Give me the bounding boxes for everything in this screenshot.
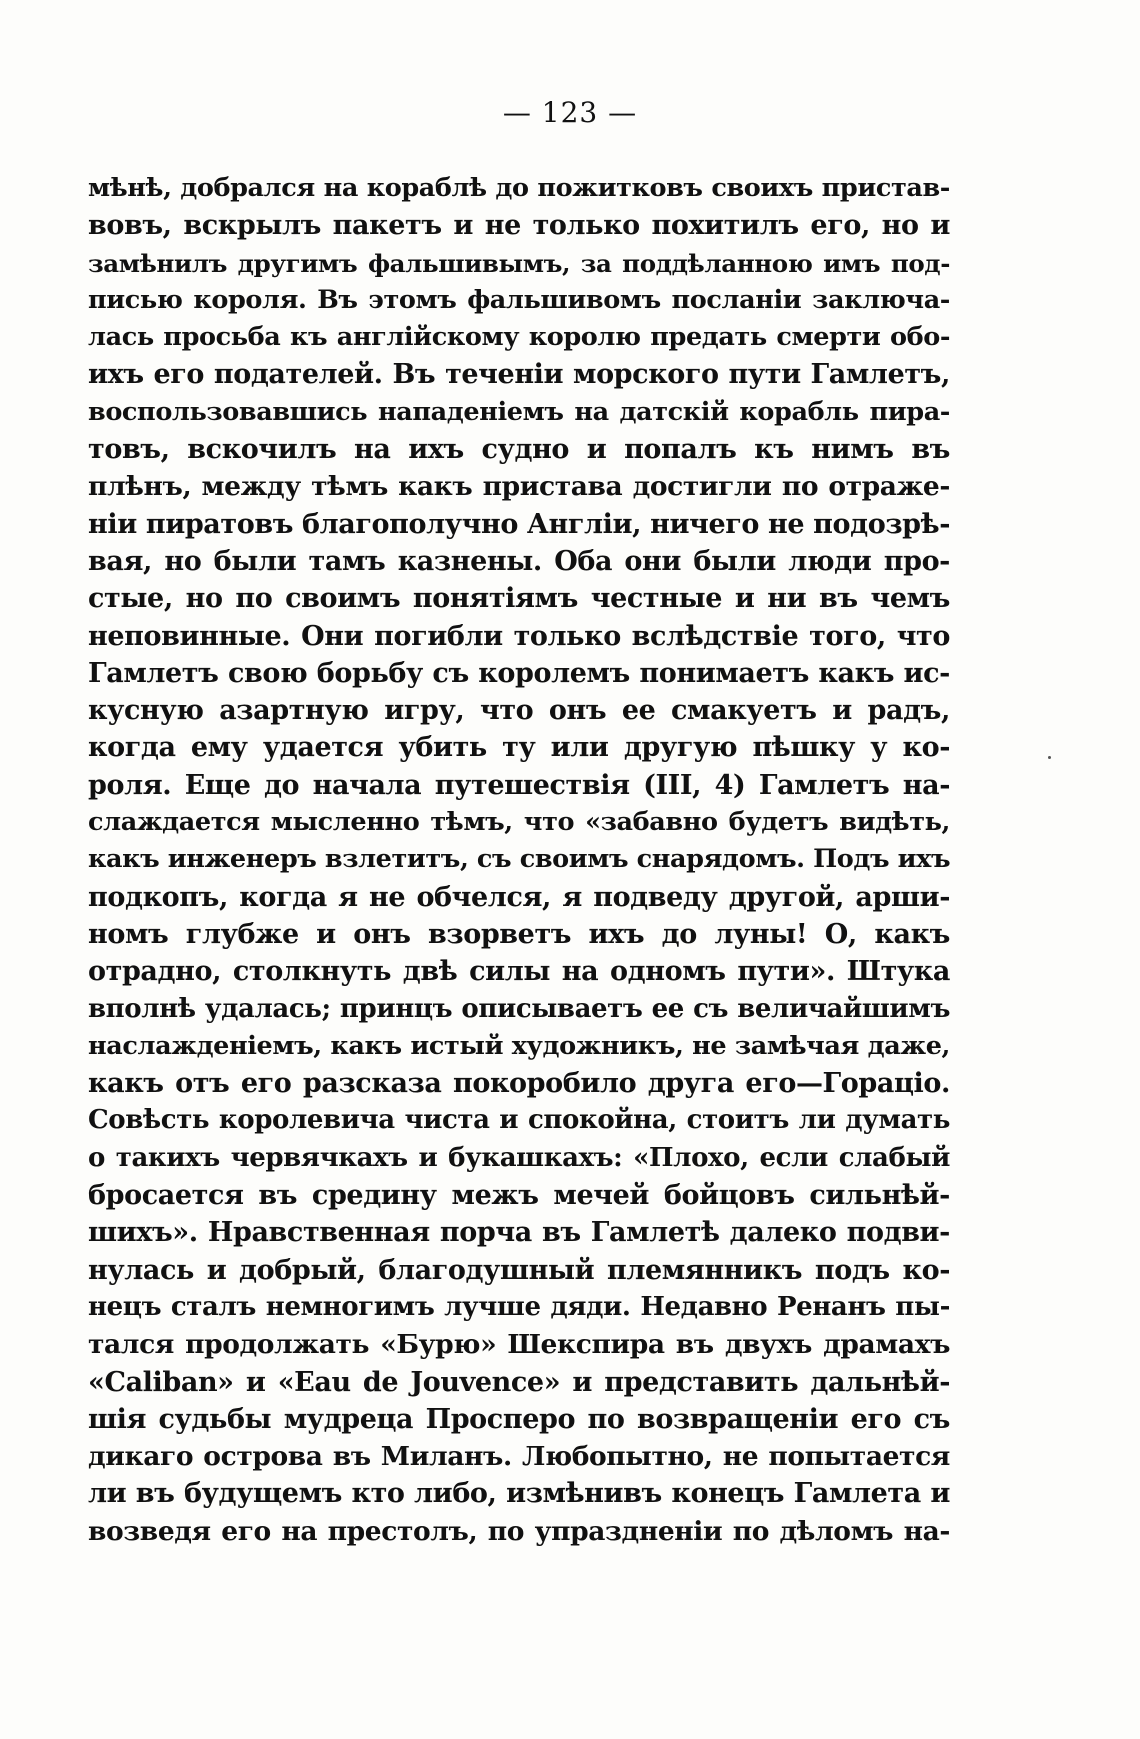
text-line: какъ инженеръ взлетитъ, съ своимъ снарядомъ. Подъ ихъ (88, 844, 950, 875)
text-line: вовъ, вскрылъ пакетъ и не только похитилъ его, но и (88, 210, 950, 242)
text-line: наслажденіемъ, какъ истый художникъ, не замѣчая даже, (88, 1030, 950, 1061)
text-line: слаждается мысленно тѣмъ, что «забавно будетъ видѣть, (88, 807, 950, 838)
text-line: шихъ». Нравственная порча въ Гамлетѣ далеко подви- (88, 1217, 950, 1249)
text-line: подкопъ, когда я не обчелся, я подведу другой, арши- (88, 881, 950, 913)
text-line: лась просьба къ англійскому королю предать смерти обо- (88, 322, 950, 353)
text-line: ніи пиратовъ благополучно Англіи, ничего не подозрѣ- (88, 508, 950, 540)
text-line: кусную азартную игру, что онъ ее смакуетъ и радъ, (88, 695, 950, 727)
text-line: когда ему удается убить ту или другую пѣшку у ко- (88, 732, 950, 764)
text-line: плѣнъ, между тѣмъ какъ пристава достигли по отраже- (88, 471, 950, 503)
text-line: стые, но по своимъ понятіямъ честные и ни въ чемъ (88, 583, 950, 615)
text-line: о такихъ червячкахъ и букашкахъ: «Плохо, если слабый (88, 1142, 950, 1173)
page-number: — 123 — (502, 96, 638, 129)
text-line: дикаго острова въ Миланъ. Любопытно, не попытается (88, 1441, 950, 1473)
text-line: товъ, вскочилъ на ихъ судно и попалъ къ нимъ въ (88, 434, 950, 466)
text-line: тался продолжать «Бурю» Шекспира въ двухъ драмахъ (88, 1329, 950, 1361)
text-line: мѣнѣ, добрался на кораблѣ до пожитковъ своихъ пристав- (88, 173, 950, 203)
text-line: ихъ его подателей. Въ теченіи морского пути Гамлетъ, (88, 359, 950, 391)
text-line: вая, но были тамъ казнены. Оба они были люди про- (88, 545, 950, 577)
text-line: неповинные. Они погибли только вслѣдствіе того, что (88, 620, 950, 652)
text-line: какъ отъ его разсказа покоробило друга его—Гораціо. (88, 1068, 950, 1100)
text-line: «Caliban» и «Eau de Jouvence» и представить дальнѣй- (88, 1366, 950, 1398)
text-line: нулась и добрый, благодушный племянникъ подъ ко- (88, 1254, 950, 1286)
text-line: воспользовавшись нападеніемъ на датскій корабль пира- (88, 396, 950, 427)
margin-speck (1048, 756, 1051, 759)
text-line: Совѣсть королевича чиста и спокойна, стоитъ ли думать (88, 1105, 950, 1136)
text-line: писью короля. Въ этомъ фальшивомъ посланіи заключа- (88, 284, 950, 315)
text-line: вполнѣ удалась; принцъ описываетъ ее съ величайшимъ (88, 993, 950, 1024)
text-line: ли въ будущемъ кто либо, измѣнивъ конецъ Гамлета и (88, 1478, 950, 1510)
text-line: возведя его на престолъ, по упраздненіи по дѣломъ на- (88, 1515, 950, 1547)
text-line: отрадно, столкнуть двѣ силы на одномъ пути». Штука (88, 956, 950, 988)
text-line: Гамлетъ свою борьбу съ королемъ понимаетъ какъ ис- (88, 657, 950, 689)
text-line: нецъ сталъ немногимъ лучше дяди. Недавно Ренанъ пы- (88, 1291, 950, 1322)
text-line: шія судьбы мудреца Просперо по возвращеніи его съ (88, 1403, 950, 1435)
text-line: замѣнилъ другимъ фальшивымъ, за поддѣланною имъ под- (88, 248, 950, 278)
body-text (88, 170, 950, 1550)
text-line: роля. Еще до начала путешествія (III, 4) Гамлетъ на- (88, 769, 950, 801)
text-line: бросается въ средину межъ мечей бойцовъ сильнѣй- (88, 1180, 950, 1212)
text-line: номъ глубже и онъ взорветъ ихъ до луны! О, какъ (88, 918, 950, 950)
